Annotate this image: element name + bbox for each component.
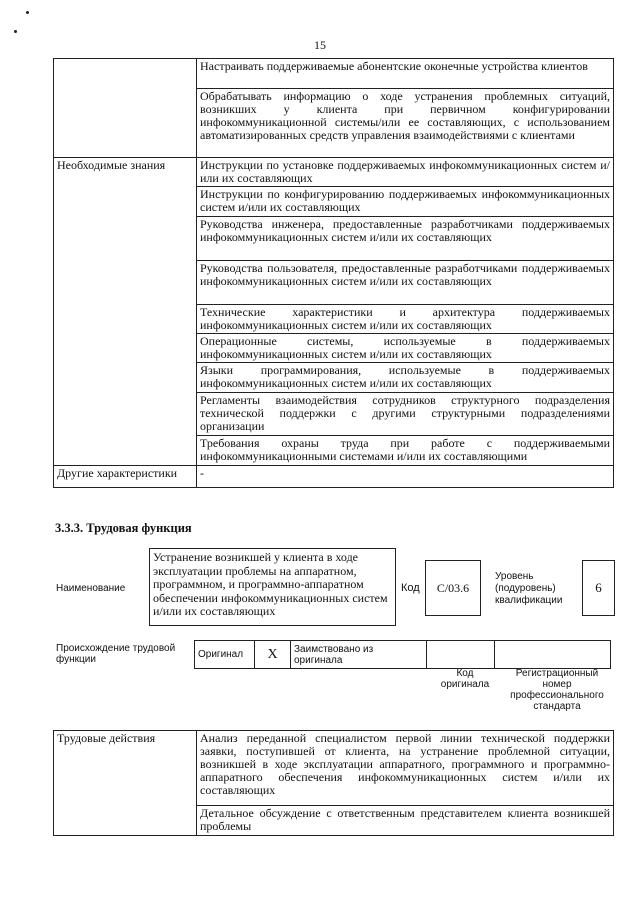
level-box: 6 — [582, 560, 615, 616]
scan-speck — [14, 30, 17, 33]
row-text: Анализ переданной специалистом первой линии технической поддержки заявки, поступившей от клиента, на устранение проблемной ситуации, возникшей в ходе эксплуатации аппаратного, программного и программно-аппаратного обеспечения инфокоммуникационных систем и/или их составляющих — [197, 731, 614, 806]
row-text: Инструкции по конфигурированию поддерживаемых инфокоммуникационных систем и/или их составляющих — [197, 187, 614, 217]
borrowed-label: Заимствовано из оригинала — [291, 641, 427, 669]
row-label — [54, 59, 197, 158]
row-text: Операционные системы, используемые в поддерживаемых инфокоммуникационных систем и/или их составляющих — [197, 334, 614, 363]
skills-knowledge-table — [53, 58, 614, 488]
row-text: Руководства пользователя, предоставленные разработчиками поддерживаемых инфокоммуникационных систем и/или их составляющих — [197, 261, 614, 305]
row-label-other: Другие характеристики — [54, 466, 197, 488]
row-text: Детальное обсуждение с ответственным представителем клиента возникшей проблемы — [197, 806, 614, 836]
table-row — [54, 59, 614, 89]
origin-code-cell — [427, 641, 495, 669]
origin-label: Происхождение трудовой функции — [56, 643, 176, 665]
row-text: Обрабатывать информацию о ходе устранения проблемных ситуаций, возникших у клиента при первичном конфигурировании инфокоммуникационной системы/или ее составляющих, с использованием автоматизированных средств управления взаимодействиями с клиентами — [197, 89, 614, 158]
row-text: Регламенты взаимодействия сотрудников структурного подразделения технической поддержки с другими структурными подразделениями организации — [197, 393, 614, 436]
row-text: Языки программирования, используемые в поддерживаемых инфокоммуникационных систем и/или их составляющих — [197, 363, 614, 393]
page-number: 15 — [314, 38, 326, 52]
row-text: - — [197, 466, 614, 488]
section-title: 3.3.3. Трудовая функция — [55, 521, 192, 535]
level-label: Уровень (подуровень) квалификации — [495, 571, 563, 606]
table-row — [54, 158, 614, 187]
row-text: Руководства инженера, предоставленные разработчиками поддерживаемых инфокоммуникационных систем и/или их составляющих — [197, 217, 614, 261]
row-label-knowledge: Необходимые знания — [54, 158, 197, 466]
code-label: Код — [401, 582, 420, 594]
scan-speck — [26, 11, 29, 14]
row-text: Инструкции по установке поддерживаемых инфокоммуникационных систем и/или их составляющих — [197, 158, 614, 187]
original-mark: X — [255, 641, 291, 669]
name-label: Наименование — [56, 583, 126, 594]
row-text: Настраивать поддерживаемые абонентские оконечные устройства клиентов — [197, 59, 614, 89]
table-row — [54, 466, 614, 488]
code-original-caption: Код оригинала — [440, 668, 490, 690]
origin-table — [194, 640, 611, 669]
function-name-box: Устранение возникшей у клиента в ходе эксплуатации проблемы на аппаратном, программном, и программно-аппаратном обеспечении инфокоммуникационных систем и/или их составляющих — [149, 548, 396, 626]
row-label-actions: Трудовые действия — [54, 731, 197, 836]
function-code-box: С/03.6 — [425, 560, 481, 616]
origin-reg-cell — [495, 641, 611, 669]
row-text: Технические характеристики и архитектура поддерживаемых инфокоммуникационных систем и/или их составляющих — [197, 305, 614, 334]
row-text: Требования охраны труда при работе с поддерживаемыми инфокоммуникационными системами и/или их составляющими — [197, 436, 614, 466]
table-row — [54, 731, 614, 806]
reg-number-caption: Регистрационный номер профессионального стандарта — [510, 668, 604, 712]
work-actions-table — [53, 730, 614, 836]
original-label: Оригинал — [195, 641, 255, 669]
